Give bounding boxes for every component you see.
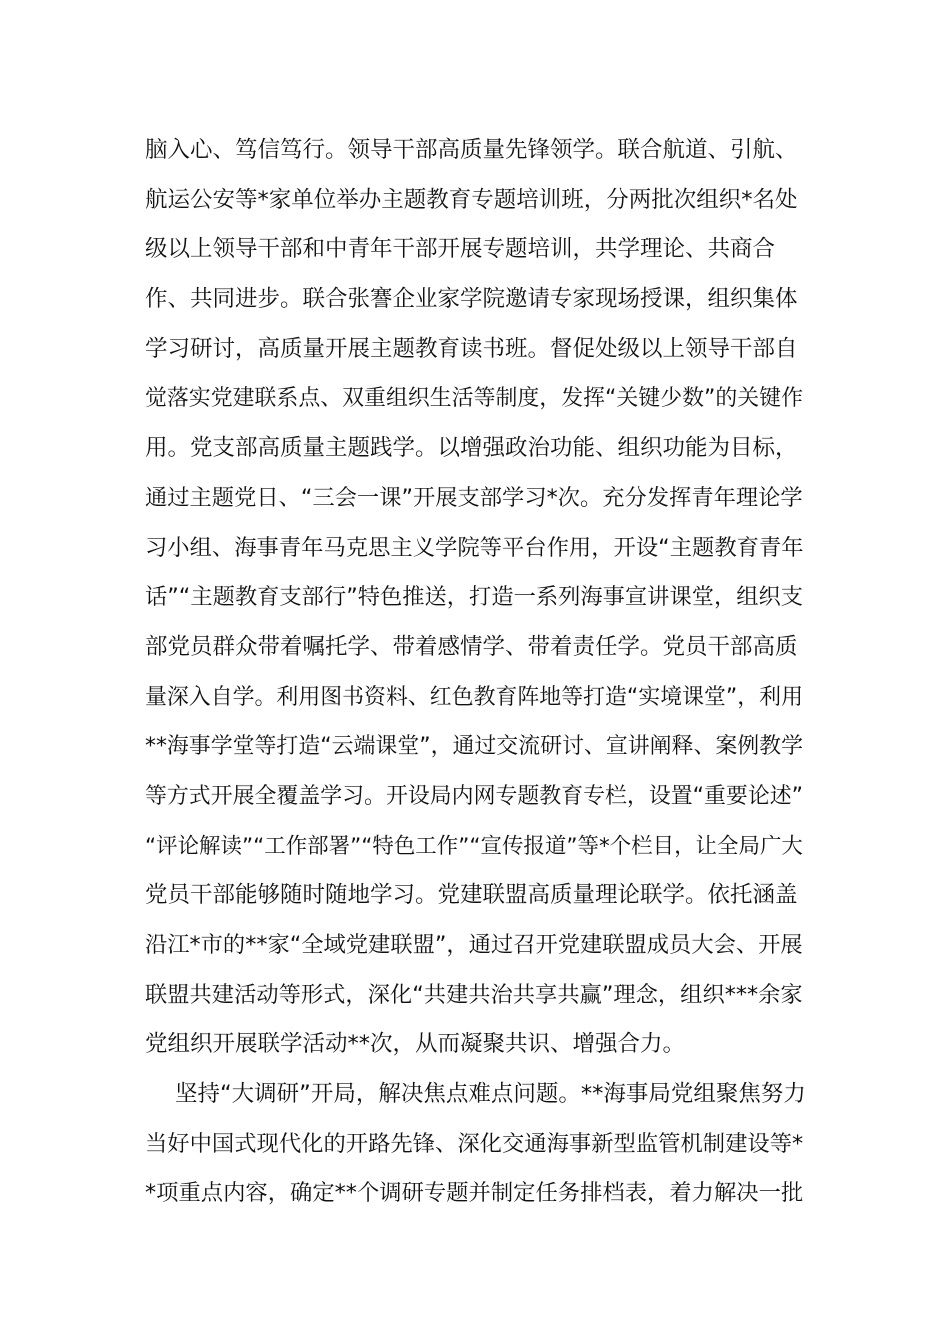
paragraph-1 xyxy=(145,126,807,1070)
line-text: **海事学堂等打造“云端课堂”，通过交流研讨、宣讲阐释、案例教学 xyxy=(145,734,803,760)
text-line xyxy=(145,524,807,574)
line-text: 话”“主题教育支部行”特色推送，打造一系列海事宣讲课堂，组织支 xyxy=(145,584,804,611)
line-text: 学习研讨，高质量开展主题教育读书班。督促处级以上领导干部自 xyxy=(145,335,798,362)
text-line xyxy=(145,971,807,1021)
text-line xyxy=(145,623,807,673)
paragraph-2 xyxy=(145,1070,807,1219)
text-line xyxy=(145,374,807,424)
line-text: “评论解读”“工作部署”“特色工作”“宣传报道”等*个栏目，让全局广大 xyxy=(145,833,803,859)
text-line xyxy=(145,176,807,226)
text-line xyxy=(145,424,807,474)
line-text: 觉落实党建联系点、双重组织生活等制度，发挥“关键少数”的关键作 xyxy=(145,386,803,412)
line-text: 党组织开展联学活动**次，从而凝聚共识、增强合力。 xyxy=(145,1031,686,1058)
text-line xyxy=(145,325,807,375)
text-line xyxy=(145,1169,807,1219)
text-line xyxy=(145,673,807,723)
text-line xyxy=(145,1070,807,1120)
line-text: 习小组、海事青年马克思主义学院等平台作用，开设“主题教育青年 xyxy=(145,534,804,561)
line-text: 当好中国式现代化的开路先锋、深化交通海事新型监管机制建设等* xyxy=(145,1130,804,1157)
line-text: 等方式开展全覆盖学习。开设局内网专题教育专栏，设置“重要论述” xyxy=(145,783,803,809)
line-text: 作、共同进步。联合张謇企业家学院邀请专家现场授课，组织集体 xyxy=(145,286,798,313)
text-line xyxy=(145,573,807,623)
text-line xyxy=(145,225,807,275)
line-text: 部党员群众带着嘱托学、带着感情学、带着责任学。党员干部高质 xyxy=(145,633,798,660)
line-text: 脑入心、笃信笃行。领导干部高质量先锋领学。联合航道、引航、 xyxy=(145,137,798,163)
text-line xyxy=(145,871,807,921)
text-line xyxy=(145,822,807,872)
text-line xyxy=(145,921,807,971)
text-line xyxy=(145,1020,807,1070)
line-text: 沿江*市的**家“全域党建联盟”，通过召开党建联盟成员大会、开展 xyxy=(145,932,803,958)
line-text: 联盟共建活动等形式，深化“共建共治共享共赢”理念，组织***余家 xyxy=(145,981,803,1008)
line-text: 航运公安等*家单位举办主题教育专题培训班，分两批次组织*名处 xyxy=(145,186,798,213)
text-line xyxy=(145,275,807,325)
text-line xyxy=(145,1120,807,1170)
line-text: 量深入自学。利用图书资料、红色教育阵地等打造“实境课堂”，利用 xyxy=(145,684,803,710)
text-line xyxy=(145,126,807,176)
line-text: 党员干部能够随时随地学习。党建联盟高质量理论联学。依托涵盖 xyxy=(145,882,798,909)
text-line xyxy=(145,772,807,822)
line-text: *项重点内容，确定**个调研专题并制定任务排档表，着力解决一批 xyxy=(145,1180,804,1207)
document-body xyxy=(145,126,807,1219)
line-text: 通过主题党日、“三会一课”开展支部学习*次。充分发挥青年理论学 xyxy=(145,484,803,511)
line-text: 坚持“大调研”开局，解决焦点难点问题。**海事局党组聚焦努力 xyxy=(175,1081,806,1108)
text-line xyxy=(145,722,807,772)
text-line xyxy=(145,474,807,524)
line-text: 级以上领导干部和中青年干部开展专题培训，共学理论、共商合 xyxy=(145,236,776,263)
line-text: 用。党支部高质量主题践学。以增强政治功能、组织功能为目标， xyxy=(145,435,798,462)
